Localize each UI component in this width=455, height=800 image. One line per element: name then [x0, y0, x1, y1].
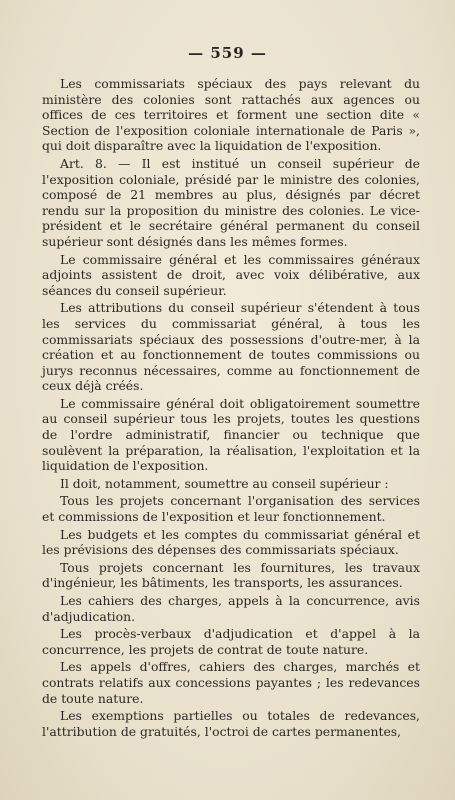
paragraph-cahiers: Les cahiers des charges, appels à la concurrence, avis d'adjudication.	[42, 593, 420, 624]
paragraph-attributions: Les attributions du conseil supérieur s'étendent à tous les services du commissariat général, à tous les commissariats spéciaux des possessions d'outre-mer, à la création et au fonctionnement de toutes commissions ou jurys reconnus nécessaires, comme au fonctionnement de ceux déjà créés.	[42, 300, 420, 394]
page-body	[42, 76, 420, 741]
paragraph-exemptions: Les exemptions partielles ou totales de redevances, l'attribution de gratuités, l'octroi de cartes permanentes,	[42, 708, 420, 739]
paragraph-fournitures: Tous projets concernant les fournitures, les travaux d'ingénieur, les bâtiments, les transports, les assurances.	[42, 559, 420, 591]
paragraph-proces-verbaux: Les procès-verbaux d'adjudication et d'appel à la concurrence, les projets de contrat de toute nature.	[42, 626, 420, 657]
paragraph-soumettre: Il doit, notamment, soumettre au conseil supérieur :	[60, 475, 389, 491]
paragraph-budgets: Les budgets et les comptes du commissariat général et les prévisions des dépenses des commissariats spéciaux.	[42, 526, 420, 558]
page-number: — 559 —	[188, 44, 267, 62]
paragraph-obligations: Le commissaire général doit obligatoirement soumettre au conseil supérieur tous les projets, toutes les questions de l'ordre administratif, financier ou technique que soulèvent la préparation, la réalisation, l'exploitation et la liquidation de l'exposition.	[42, 395, 420, 474]
paragraph-commissaire-general: Le commissaire général et les commissaires généraux adjoints assistent de droit, avec voix délibérative, aux séances du conseil supérieur.	[42, 251, 420, 298]
paragraph-appels-offres: Les appels d'offres, cahiers des charges, marchés et contrats relatifs aux concessions payantes ; les redevances de toute nature.	[42, 659, 420, 706]
paragraph-article-8: Art. 8. — Il est institué un conseil supérieur de l'exposition coloniale, présidé par le ministre des colonies, composé de 21 membres au plus, désignés par décret rendu sur la proposition du ministre des colonies. Le vice-président et le secrétaire général permanent du conseil supérieur sont désignés dans les mêmes formes.	[42, 155, 420, 249]
paragraph-commissariats: Les commissariats spéciaux des pays relevant du ministère des colonies sont rattachés aux agences ou offices de ces territoires et forment une section dite « Section de l'exposition coloniale internationale de Paris », qui doit disparaître avec la liquidation de l'exposition.	[42, 76, 420, 154]
paragraph-projets: Tous les projets concernant l'organisation des services et commissions de l'exposition et leur fonctionnement.	[42, 493, 420, 525]
